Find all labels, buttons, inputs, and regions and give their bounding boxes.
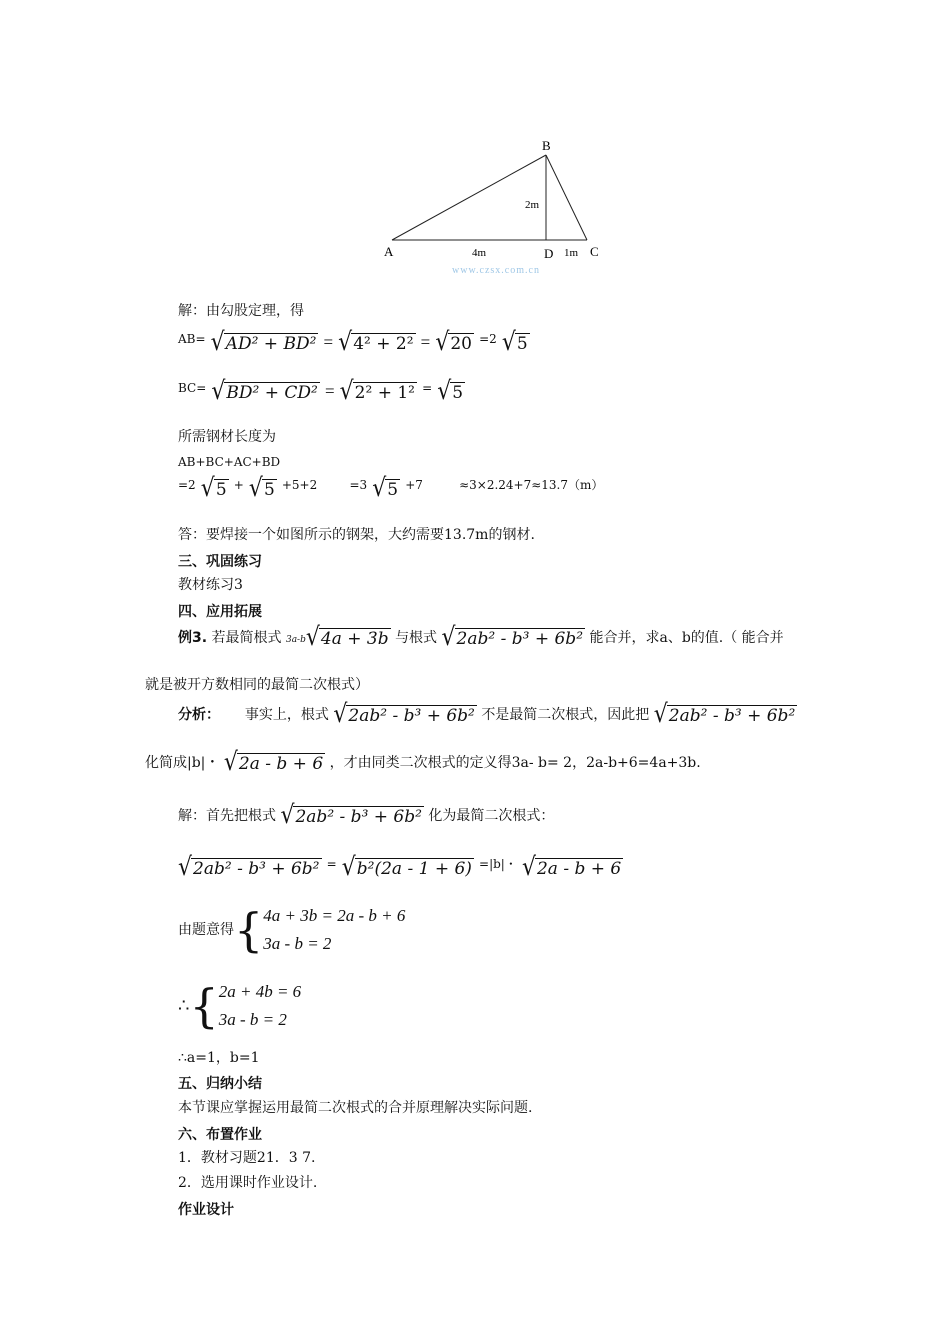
system-2 bbox=[178, 978, 301, 1034]
calc-line bbox=[178, 474, 604, 503]
label-c: C bbox=[590, 244, 599, 259]
bc-equation bbox=[178, 377, 465, 406]
simplify-eq-2: =|b|・ bbox=[479, 857, 517, 871]
example-text-1: 若最简根式 bbox=[211, 630, 282, 646]
simplify-radical-3: √ 2a - b + 6 bbox=[521, 853, 622, 882]
simplify-equation bbox=[178, 853, 623, 882]
section5-text: 本节课应掌握运用最简二次根式的合并原理解决实际问题. bbox=[178, 1100, 533, 1116]
bc-radical-1: √ BD² + CD² bbox=[211, 377, 318, 406]
simplify-radical-2: √ b²(2a - 1 + 6) bbox=[341, 853, 472, 882]
calc-c: + bbox=[233, 478, 244, 492]
example-text-4: 就是被开方数相同的最简二次根式） bbox=[145, 677, 369, 693]
example-text-3: 能合并，求a、b的值.（ 能合并 bbox=[589, 630, 784, 646]
given-text: 由题意得 bbox=[178, 922, 234, 938]
example-root-index: 3a-b bbox=[285, 635, 306, 645]
ab-radical-3: √ 20 bbox=[435, 328, 472, 357]
therefore-symbol: ∴ bbox=[178, 995, 190, 1017]
bc-radical-3: √ 5 bbox=[437, 377, 464, 406]
solution2-text-2: 化为最简二次根式： bbox=[428, 808, 555, 824]
result-text: ∴a=1，b=1 bbox=[178, 1050, 260, 1066]
section3-heading: 三、巩固练习 bbox=[178, 554, 262, 570]
system-1-line-1: 4a + 3b = 2a - b + 6 bbox=[263, 906, 406, 925]
simplify-eq-1: = bbox=[326, 857, 337, 871]
system-1-line-2: 3a - b = 2 bbox=[263, 934, 332, 953]
homework-item-2: 2．选用课时作业设计. bbox=[178, 1175, 318, 1191]
side-ab bbox=[392, 155, 546, 240]
analysis-line-1 bbox=[178, 700, 797, 729]
section6-heading: 六、布置作业 bbox=[178, 1127, 262, 1143]
section3-text: 教材练习3 bbox=[178, 577, 243, 593]
example-radical-2: √ 2ab² - b³ + 6b² bbox=[441, 623, 584, 652]
side-bc bbox=[546, 155, 587, 240]
analysis-radical-1: √ 2ab² - b³ + 6b² bbox=[333, 700, 475, 729]
ab-eq-2: = bbox=[420, 332, 431, 352]
calc-e: +5+2 bbox=[281, 478, 318, 492]
answer-text: 答：要焊接一个如图所示的钢架，大约需要13.7m的钢材. bbox=[178, 527, 535, 543]
ab-radical-4: √ 5 bbox=[501, 328, 528, 357]
solution-intro: 解：由勾股定理，得 bbox=[178, 303, 304, 319]
system-2-line-1: 2a + 4b = 6 bbox=[218, 982, 302, 1001]
calc-f: =3 bbox=[349, 478, 368, 492]
analysis-radical-2: √ 2ab² - b³ + 6b² bbox=[653, 700, 796, 729]
length-bd: 2m bbox=[525, 199, 540, 211]
length-dc: 1m bbox=[564, 247, 579, 259]
sum-text: AB+BC+AC+BD bbox=[178, 455, 281, 469]
calc-radical-1: √ 5 bbox=[200, 474, 227, 503]
bc-eq-2: = bbox=[422, 381, 433, 395]
ab-equation bbox=[178, 328, 530, 357]
example-text-2: 与根式 bbox=[395, 630, 438, 646]
watermark: www.czsx.com.cn bbox=[452, 265, 540, 276]
brace-2: { bbox=[189, 979, 219, 1033]
section4-heading: 四、应用拓展 bbox=[178, 604, 262, 620]
solution2-line bbox=[178, 801, 555, 830]
example-radical-1: √ 4a + 3b bbox=[305, 623, 389, 652]
analysis-text-3: 化简成|b|・ bbox=[145, 755, 220, 771]
analysis-radical-3: √ 2a - b + 6 bbox=[223, 748, 324, 777]
solution2-radical: √ 2ab² - b³ + 6b² bbox=[280, 801, 422, 830]
section5-heading: 五、归纳小结 bbox=[178, 1076, 262, 1092]
triangle-figure bbox=[370, 130, 610, 280]
brace-1: { bbox=[234, 903, 264, 957]
analysis-text-4: ，才由同类二次根式的定义得3a- b= 2，2a-b+6=4a+3b. bbox=[329, 755, 701, 771]
system-2-line-2: 3a - b = 2 bbox=[218, 1010, 287, 1029]
calc-radical-2: √ 5 bbox=[248, 474, 275, 503]
label-d: D bbox=[544, 246, 554, 261]
calc-radical-3: √ 5 bbox=[372, 474, 399, 503]
calc-i: ≈3×2.24+7≈13.7（m） bbox=[459, 478, 604, 492]
system-1 bbox=[178, 902, 405, 958]
example-line bbox=[178, 623, 784, 652]
analysis-line-2 bbox=[145, 748, 701, 777]
label-b: B bbox=[542, 138, 551, 153]
bc-eq-1: = bbox=[324, 381, 335, 401]
ab-eq-1: = bbox=[323, 332, 334, 352]
length-ad: 4m bbox=[472, 247, 487, 259]
calc-h: +7 bbox=[405, 478, 423, 492]
simplify-radical-1: √ 2ab² - b³ + 6b² bbox=[178, 853, 320, 882]
ab-label: AB= bbox=[178, 332, 206, 346]
analysis-text-1: 事实上，根式 bbox=[244, 707, 329, 723]
steel-text: 所需钢材长度为 bbox=[178, 429, 276, 445]
analysis-text-2: 不是最简二次根式，因此把 bbox=[481, 707, 650, 723]
analysis-label: 分析： bbox=[178, 707, 220, 723]
ab-radical-2: √ 4² + 2² bbox=[338, 328, 414, 357]
ab-radical-1: √ AD² + BD² bbox=[210, 328, 317, 357]
calc-a: =2 bbox=[178, 478, 196, 492]
label-a: A bbox=[384, 244, 394, 259]
ab-eq-3: =2 bbox=[479, 332, 497, 346]
bc-label: BC= bbox=[178, 381, 207, 395]
homework-item-1: 1．教材习题21．3 7. bbox=[178, 1150, 316, 1166]
example-label: 例3. bbox=[178, 630, 208, 646]
design-heading: 作业设计 bbox=[178, 1202, 234, 1218]
solution2-text-1: 解：首先把根式 bbox=[178, 808, 276, 824]
bc-radical-2: √ 2² + 1² bbox=[339, 377, 415, 406]
